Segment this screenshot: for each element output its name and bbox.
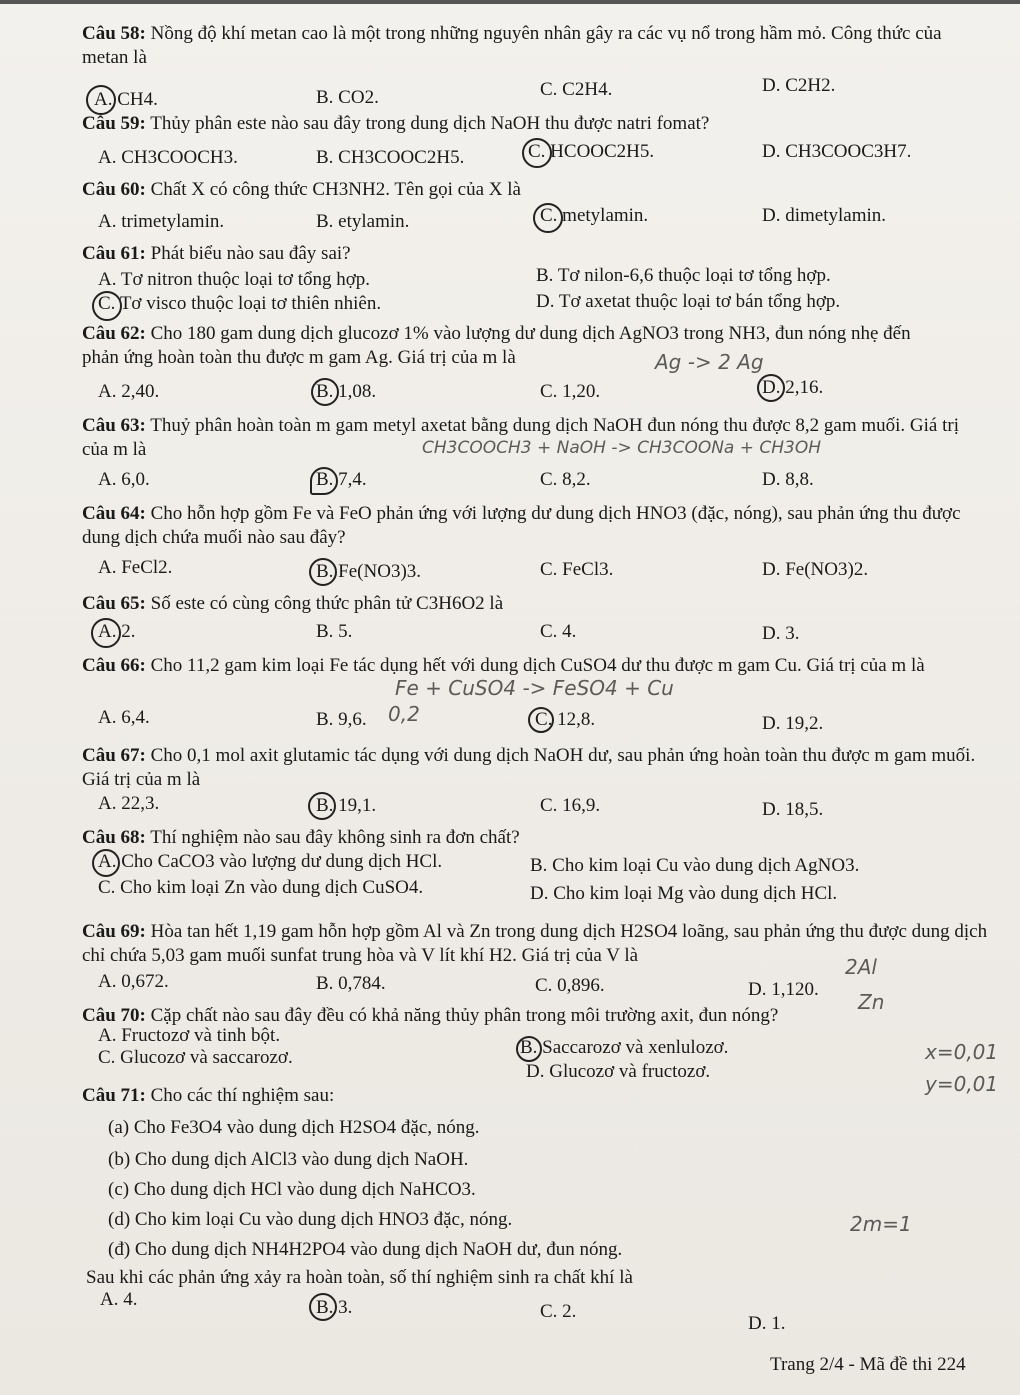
question-text: Thủy phân este nào sau đây trong dung dịch NaOH thu được natri fomat? (150, 113, 710, 134)
option-b: B. 7,4. (316, 469, 367, 490)
option-a: A. 2. (98, 621, 136, 642)
option-d: D. 19,2. (762, 713, 824, 734)
option-b: B. 3. (316, 1297, 353, 1318)
handwritten-note: 2m=1 (850, 1212, 912, 1236)
question-number: Câu 58: (82, 23, 146, 44)
question-number: Câu 67: (82, 745, 146, 766)
question-number: Câu 69: (82, 921, 146, 942)
handwritten-note: 0,2 (388, 702, 420, 726)
option-a: A. Cho CaCO3 vào lượng dư dung dịch HCl. (98, 851, 443, 872)
page-footer: Trang 2/4 - Mã đề thi 224 (770, 1354, 966, 1375)
question-65 (82, 592, 990, 616)
option-b: B. 19,1. (316, 795, 377, 816)
answer-mark (528, 707, 554, 733)
option-c: C. C2H4. (540, 79, 613, 100)
answer-mark (92, 849, 120, 877)
handwritten-note: Zn (858, 990, 885, 1014)
answer-mark (757, 374, 785, 402)
top-edge (0, 0, 1020, 4)
option-a: A. 6,0. (98, 469, 150, 490)
question-number: Câu 65: (82, 593, 146, 614)
answer-mark (310, 467, 338, 495)
question-number: Câu 68: (82, 827, 146, 848)
question-text: Chất X có công thức CH3NH2. Tên gọi của X là (150, 179, 521, 200)
option-a: A. Tơ nitron thuộc loại tơ tổng hợp. (98, 269, 371, 290)
experiment-d: (d) Cho kim loại Cu vào dung dịch HNO3 đặc, nóng. (108, 1209, 513, 1230)
option-d: D. Cho kim loại Mg vào dung dịch HCl. (530, 883, 838, 904)
question-58 (82, 22, 990, 70)
question-text: Cặp chất nào sau đây đều có khả năng thủy phân trong môi trường axit, đun nóng? (150, 1005, 779, 1026)
option-d: D. dimetylamin. (762, 205, 887, 226)
option-b: B. CH3COOC2H5. (316, 147, 465, 168)
question-text: Phát biểu nào sau đây sai? (150, 243, 351, 264)
option-c: C. 8,2. (540, 469, 591, 490)
question-67 (82, 744, 990, 792)
option-d: D. 3. (762, 623, 800, 644)
question-text: Cho 11,2 gam kim loại Fe tác dụng hết với dung dịch CuSO4 dư thu được m gam Cu. Giá trị của m là (150, 655, 925, 676)
question-number: Câu 60: (82, 179, 146, 200)
handwritten-note: x=0,01 (925, 1040, 999, 1064)
question-text: Cho hỗn hợp gồm Fe và FeO phản ứng với lượng dư dung dịch HNO3 (đặc, nóng), sau phản ứng thu được dung dịch chứa muối nào sau đây? (82, 503, 961, 548)
question-text: Hòa tan hết 1,19 gam hỗn hợp gồm Al và Zn trong dung dịch H2SO4 loãng, sau phản ứng thu được dung dịch chỉ chứa 5,03 gam muối sunfat trung hòa và V lít khí H2. Giá trị của V là (82, 921, 988, 966)
question-number: Câu 62: (82, 323, 146, 344)
answer-mark (92, 291, 122, 321)
question-62 (82, 322, 950, 370)
handwritten-note: Ag -> 2 Ag (655, 350, 764, 374)
answer-mark (309, 558, 337, 586)
question-text: Nồng độ khí metan cao là một trong những nguyên nhân gây ra các vụ nổ trong hầm mỏ. Công thức của metan là (82, 23, 942, 68)
question-64 (82, 502, 990, 550)
option-d: D. Glucozơ và fructozơ. (526, 1061, 711, 1082)
option-a: A. 22,3. (98, 793, 160, 814)
experiment-dd: (đ) Cho dung dịch NH4H2PO4 vào dung dịch NaOH dư, đun nóng. (108, 1239, 623, 1260)
question-68 (82, 826, 990, 850)
answer-mark (91, 618, 121, 648)
handwritten-note: Fe + CuSO4 -> FeSO4 + Cu (395, 676, 674, 700)
question-71 (82, 1084, 990, 1108)
option-b: B. Cho kim loại Cu vào dung dịch AgNO3. (530, 855, 860, 876)
option-b: B. Fe(NO3)3. (316, 561, 422, 582)
question-number: Câu 64: (82, 503, 146, 524)
handwritten-note: CH3COOCH3 + NaOH -> CH3COONa + CH3OH (422, 438, 822, 458)
option-b: B. CO2. (316, 87, 379, 108)
option-a: A. 2,40. (98, 381, 160, 402)
question-59 (82, 112, 990, 136)
option-c: C. metylamin. (540, 205, 649, 226)
option-c: C. FeCl3. (540, 559, 614, 580)
question-text: Số este có cùng công thức phân tử C3H6O2 là (150, 593, 504, 614)
option-a: A. Fructozơ và tinh bột. (98, 1025, 281, 1046)
answer-mark (533, 203, 563, 233)
option-d: D. 1,120. (748, 979, 819, 1000)
question-text: Cho 180 gam dung dịch glucozơ 1% vào lượng dư dung dịch AgNO3 trong NH3, đun nóng nhẹ đến phản ứng hoàn toàn thu được m gam Ag. Giá trị của m là (82, 323, 911, 368)
option-d: D. 1. (748, 1313, 786, 1334)
option-d: D. 2,16. (762, 377, 824, 398)
answer-mark (308, 792, 336, 820)
answer-mark (516, 1036, 542, 1062)
option-a: A. 4. (100, 1289, 138, 1310)
question-number: Câu 71: (82, 1085, 146, 1106)
answer-mark (86, 85, 116, 115)
experiment-c: (c) Cho dung dịch HCl vào dung dịch NaHCO3. (108, 1179, 476, 1200)
option-a: A. CH4. (94, 89, 158, 110)
option-b: B. 1,08. (316, 381, 377, 402)
option-c: C. HCOOC2H5. (528, 141, 655, 162)
question-number: Câu 61: (82, 243, 146, 264)
answer-mark (311, 378, 339, 406)
option-c: C. 1,20. (540, 381, 601, 402)
option-b: B. 9,6. (316, 709, 367, 730)
option-c: C. 12,8. (535, 709, 596, 730)
option-a: A. FeCl2. (98, 557, 173, 578)
question-text: Thuỷ phân hoàn toàn m gam metyl axetat bằng dung dịch NaOH đun nóng thu được 8,2 gam muối. Giá trị của m là (82, 415, 959, 460)
option-c: C. 0,896. (535, 975, 605, 996)
answer-mark (522, 138, 552, 168)
question-text: Thí nghiệm nào sau đây không sinh ra đơn chất? (150, 827, 520, 848)
handwritten-note: y=0,01 (925, 1072, 999, 1096)
option-c: C. Glucozơ và saccarozơ. (98, 1047, 293, 1068)
question-number: Câu 70: (82, 1005, 146, 1026)
option-d: D. 8,8. (762, 469, 814, 490)
question-61 (82, 242, 990, 266)
option-b: B. 5. (316, 621, 353, 642)
handwritten-note: 2Al (845, 955, 877, 979)
option-b: B. Tơ nilon-6,6 thuộc loại tơ tổng hợp. (536, 265, 831, 286)
question-66 (82, 654, 990, 678)
question-number: Câu 66: (82, 655, 146, 676)
question-number: Câu 59: (82, 113, 146, 134)
option-a: A. CH3COOCH3. (98, 147, 238, 168)
question-text: Cho 0,1 mol axit glutamic tác dụng với dung dịch NaOH dư, sau phản ứng hoàn toàn thu được m gam muối. Giá trị của m là (82, 745, 976, 790)
option-a: A. 0,672. (98, 971, 169, 992)
option-d: D. 18,5. (762, 799, 824, 820)
option-c: C. Cho kim loại Zn vào dung dịch CuSO4. (98, 877, 424, 898)
option-c: C. 2. (540, 1301, 577, 1322)
question-60 (82, 178, 990, 202)
option-b: B. Saccarozơ và xenlulozơ. (520, 1037, 729, 1058)
experiment-b: (b) Cho dung dịch AlCl3 vào dung dịch NaOH. (108, 1149, 469, 1170)
option-d: D. Fe(NO3)2. (762, 559, 869, 580)
option-c: C. 16,9. (540, 795, 601, 816)
option-d: D. Tơ axetat thuộc loại tơ bán tổng hợp. (536, 291, 841, 312)
option-a: A. trimetylamin. (98, 211, 225, 232)
option-c: C. Tơ visco thuộc loại tơ thiên nhiên. (98, 293, 382, 314)
option-d: D. C2H2. (762, 75, 836, 96)
question-71-tail: Sau khi các phản ứng xảy ra hoàn toàn, số thí nghiệm sinh ra chất khí là (86, 1267, 633, 1288)
question-number: Câu 63: (82, 415, 146, 436)
option-b: B. etylamin. (316, 211, 410, 232)
experiment-a: (a) Cho Fe3O4 vào dung dịch H2SO4 đặc, nóng. (108, 1117, 480, 1138)
option-b: B. 0,784. (316, 973, 386, 994)
answer-mark (309, 1293, 337, 1321)
option-d: D. CH3COOC3H7. (762, 141, 912, 162)
option-a: A. 6,4. (98, 707, 150, 728)
option-c: C. 4. (540, 621, 577, 642)
question-text: Cho các thí nghiệm sau: (150, 1085, 335, 1106)
